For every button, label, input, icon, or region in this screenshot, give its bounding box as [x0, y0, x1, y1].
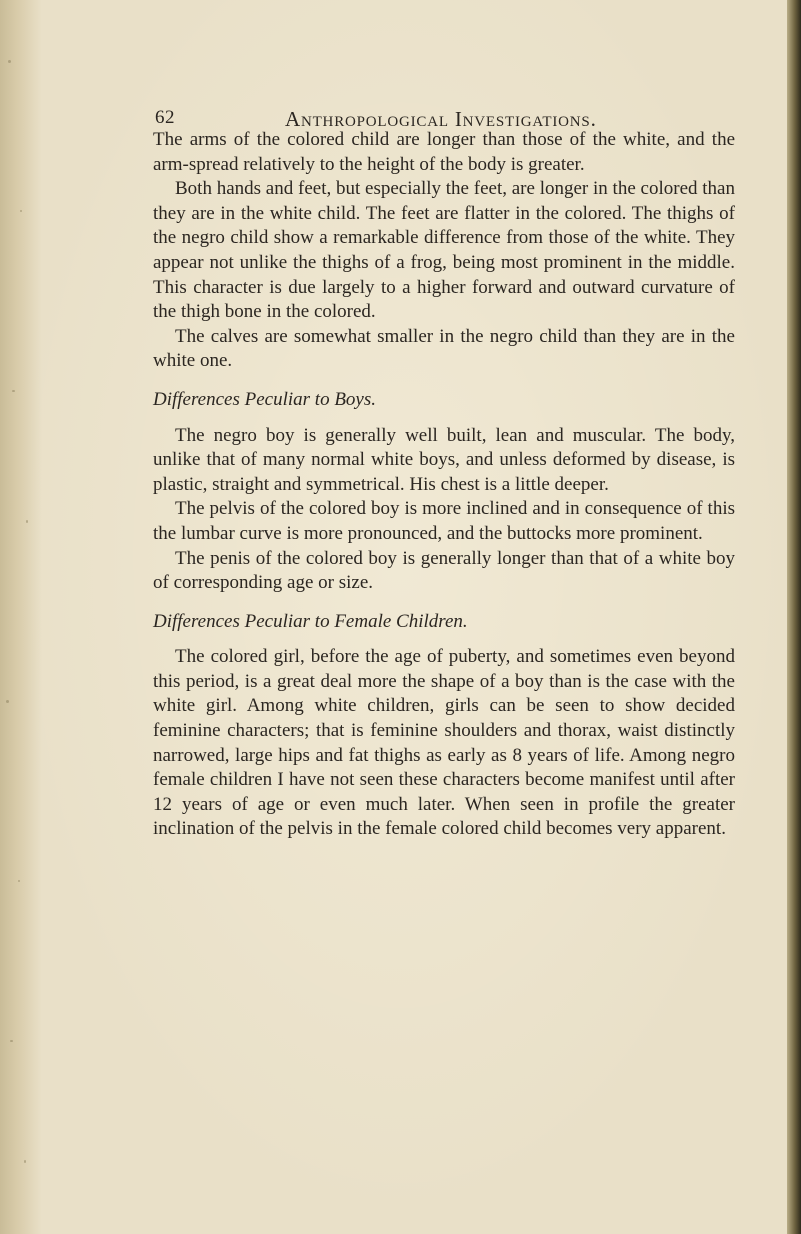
paper-speck: [12, 390, 15, 392]
paper-speck: [18, 880, 20, 882]
body-text: [153, 128, 735, 842]
paper-speck: [8, 60, 11, 63]
paper-speck: [26, 520, 28, 523]
paper-speck: [10, 1040, 13, 1042]
paper-speck: [6, 700, 9, 703]
paragraph-boys-pelvis: The pelvis of the colored boy is more inclined and in consequence of this the lumbar curve is more pronounced, and the buttocks more prominent.: [153, 498, 735, 544]
page-binding-edge: [787, 0, 801, 1234]
paper-speck: [20, 210, 22, 212]
paragraph-hands-feet-thighs: Both hands and feet, but especially the feet, are longer in the colored than they are in the white child. The feet are flatter in the colored. The thighs of the negro child show a remarkable difference from those of the white. They appear not unlike the thighs of a frog, being most prominent in the middle. This character is due largely to a higher forward and outward curvature of the thigh bone in the colored.: [153, 178, 735, 323]
page-number: 62: [155, 107, 175, 128]
running-head-title: Anthropological Investigations.: [285, 107, 597, 131]
paper-speck: [24, 1160, 26, 1163]
paragraph-boys-penis: The penis of the colored boy is generally longer than that of a white boy of corresponding age or size.: [153, 547, 735, 594]
paragraph-girls-shape: The colored girl, before the age of puberty, and sometimes even beyond this period, is a great deal more the shape of a boy than is the case with the white girl. Among white children, girls can be seen to show decided feminine characters; that is feminine shoulders and thorax, waist distinctly narrowed, large hips and fat thighs as early as 8 years of life. Among negro female children I have not seen these characters become manifest until after 12 years of age or even much later. When seen in profile the greater inclination of the pelvis in the female colored child becomes very apparent.: [153, 646, 735, 840]
page-gutter-shadow: [0, 0, 42, 1234]
paragraph-calves: The calves are somewhat smaller in the negro child than they are in the white one.: [153, 325, 735, 372]
paragraph-arms: The arms of the colored child are longer than those of the white, and the arm-spread relatively to the height of the body is greater.: [153, 129, 735, 175]
section-heading-female-children: Differences Peculiar to Female Children.: [153, 610, 468, 632]
paragraph-boys-build: The negro boy is generally well built, lean and muscular. The body, unlike that of many normal white boys, and unless deformed by disease, is plastic, straight and symmetrical. His chest is a little deeper.: [153, 424, 735, 495]
section-heading-boys: Differences Peculiar to Boys.: [153, 388, 377, 410]
